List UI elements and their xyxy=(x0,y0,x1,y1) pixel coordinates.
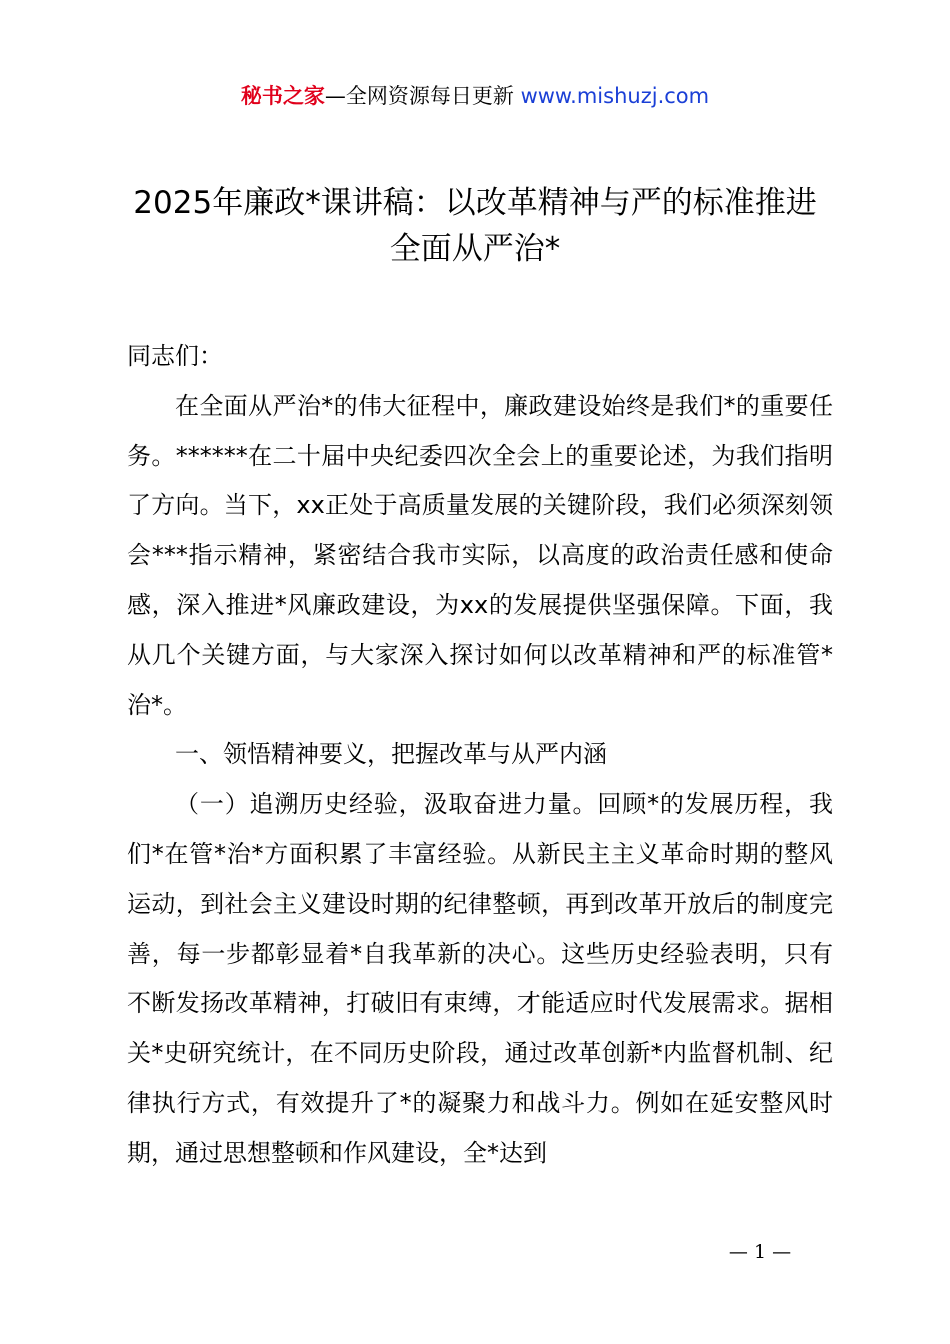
document-title: 2025年廉政*课讲稿：以改革精神与严的标准推进全面从严治* xyxy=(133,185,817,267)
brand-name: 秘书之家 xyxy=(240,84,325,108)
document-body xyxy=(127,332,833,1179)
section-heading-1: 一、领悟精神要义，把握改革与从严内涵 xyxy=(175,740,607,769)
header-slogan: —全网资源每日更新 xyxy=(324,84,514,108)
paragraph-1-1: （一）追溯历史经验，汲取奋进力量。回顾*的发展历程，我们*在管*治*方面积累了丰富经验。从新民主主义革命时期的整风运动，到社会主义建设时期的纪律整顿，再到改革开放后的制度完善，每一步都彰显着*自我革新的决心。这些历史经验表明，只有不断发扬改革精神，打破旧有束缚，才能适应时代发展需求。据相关*史研究统计，在不同历史阶段，通过改革创新*内监督机制、纪律执行方式，有效提升了*的凝聚力和战斗力。例如在延安整风时期，通过思想整顿和作风建设，全*达到 xyxy=(127,790,833,1167)
page-number: — 1 — xyxy=(728,1241,792,1263)
site-header xyxy=(0,80,950,112)
site-url[interactable]: www.mishuzj.com xyxy=(513,84,710,108)
salutation: 同志们： xyxy=(127,342,223,370)
paragraph-intro: 在全面从严治*的伟大征程中，廉政建设始终是我们*的重要任务。******在二十届中央纪委四次全会上的重要论述，为我们指明了方向。当下，xx正处于高质量发展的关键阶段，我们必须深刻领会***指示精神，紧密结合我市实际，以高度的政治责任感和使命感，深入推进*风廉政建设，为xx的发展提供坚强保障。下面，我从几个关键方面，与大家深入探讨如何以改革精神和严的标准管*治*。 xyxy=(127,391,833,719)
